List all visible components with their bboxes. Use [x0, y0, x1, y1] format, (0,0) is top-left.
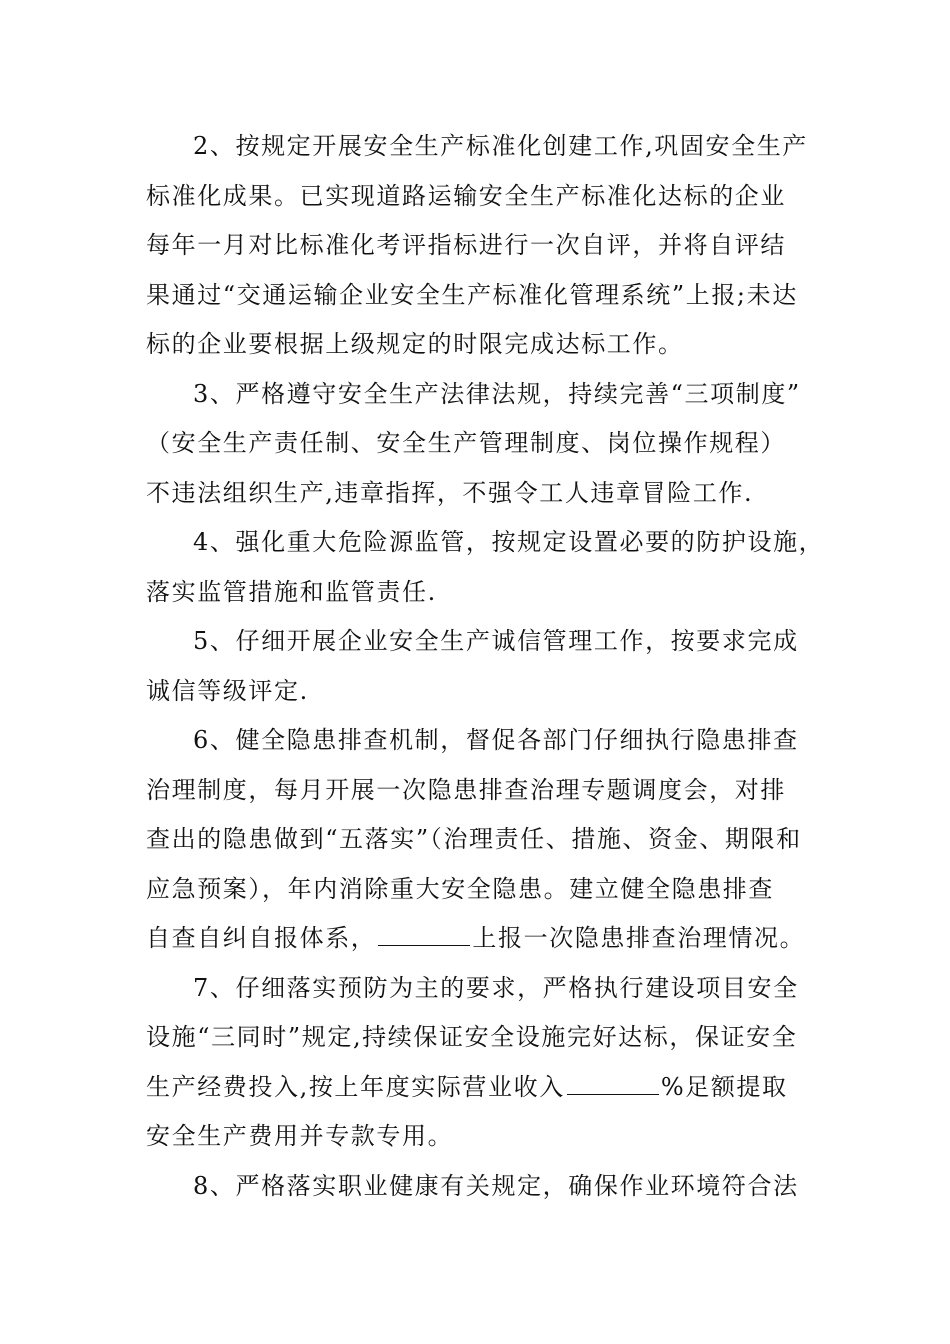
text-line: 查出的隐患做到“五落实”（治理责任、措施、资金、期限和	[146, 825, 802, 853]
text-line: 设施“三同时”规定,持续保证安全设施完好达标，保证安全	[146, 1023, 798, 1051]
text-line: 治理制度，每月开展一次隐患排查治理专题调度会，对排	[146, 775, 786, 804]
text-line: 应急预案），年内消除重大安全隐患。建立健全隐患排查	[146, 874, 774, 903]
text-line: 标的企业要根据上级规定的时限完成达标工作。	[146, 330, 684, 358]
text-line: 不违法组织生产,违章指挥，不强令工人违章冒险工作.	[146, 478, 754, 507]
paragraph-item-8	[146, 1162, 810, 1212]
paragraph-item-6	[146, 716, 810, 964]
text-line: 5、仔细开展企业安全生产诚信管理工作，按要求完成	[193, 627, 799, 655]
text-line-with-blank	[146, 914, 810, 964]
text-segment: 上报一次隐患排查治理情况。	[472, 924, 806, 952]
text-segment: 生产经费投入,按上年度实际营业收入	[146, 1072, 565, 1101]
text-line: 诚信等级评定.	[146, 676, 309, 705]
text-line: 安全生产费用并专款专用。	[146, 1122, 454, 1150]
paragraph-item-3	[146, 370, 810, 519]
text-segment: 自查自纠自报体系，	[146, 924, 377, 952]
text-line: 4、强化重大危险源监管，按规定设置必要的防护设施，	[193, 528, 825, 556]
fill-in-blank[interactable]	[567, 1066, 659, 1095]
text-line: 6、健全隐患排查机制，督促各部门仔细执行隐患排查	[193, 726, 799, 754]
text-line: 标准化成果。已实现道路运输安全生产标准化达标的企业	[146, 181, 786, 210]
text-line: 落实监管措施和监管责任.	[146, 577, 437, 606]
text-line: （安全生产责任制、安全生产管理制度、岗位操作规程）	[146, 429, 786, 457]
text-line: 2、按规定开展安全生产标准化创建工作,巩固安全生产	[193, 132, 808, 160]
document-body	[146, 122, 825, 1211]
text-line: 果通过“交通运输企业安全生产标准化管理系统”上报;未达	[146, 280, 798, 309]
paragraph-item-7	[146, 964, 810, 1162]
paragraph-item-4	[146, 518, 825, 617]
text-line: 每年一月对比标准化考评指标进行一次自评，并将自评结	[146, 231, 786, 259]
text-line-with-blank	[146, 1063, 810, 1113]
text-line: 3、严格遵守安全生产法律法规，持续完善“三项制度”	[193, 379, 801, 408]
paragraph-item-5	[146, 617, 810, 716]
paragraph-item-2	[146, 122, 810, 370]
text-segment: %足额提取	[660, 1072, 788, 1101]
fill-in-blank[interactable]	[378, 917, 470, 946]
text-line: 7、仔细落实预防为主的要求，严格执行建设项目安全	[193, 973, 799, 1002]
text-line: 8、严格落实职业健康有关规定，确保作业环境符合法	[193, 1171, 799, 1200]
